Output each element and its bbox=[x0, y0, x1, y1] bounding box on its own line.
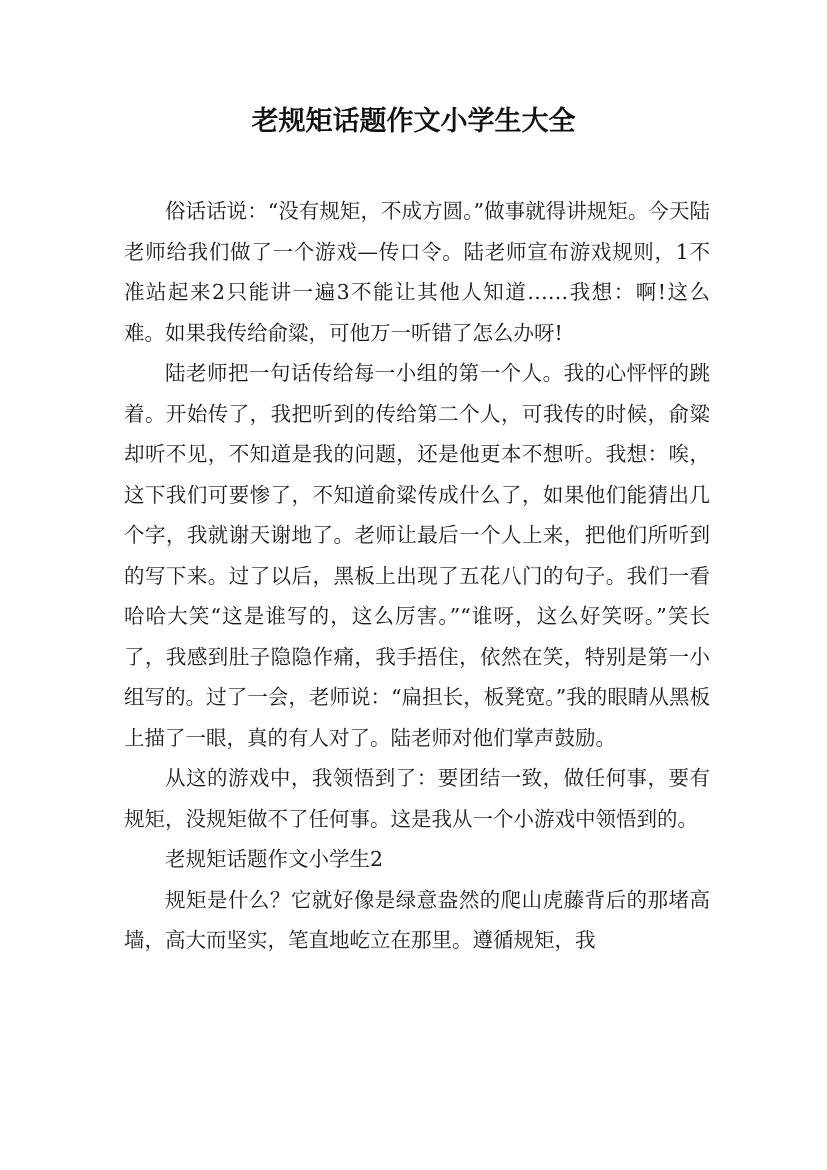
document-body bbox=[124, 191, 710, 961]
section-heading-2: 老规矩话题作文小学生2 bbox=[165, 847, 384, 871]
paragraph-4: 规矩是什么？它就好像是绿意盎然的爬山虎藤背后的那堵高墙，高大而坚实，笔直地屹立在那里。遵循规矩，我 bbox=[124, 887, 710, 952]
document-title: 老规矩话题作文小学生大全 bbox=[251, 106, 576, 137]
paragraph-3: 从这的游戏中，我领悟到了：要团结一致，做任何事，要有规矩，没规矩做不了任何事。这是我从一个小游戏中领悟到的。 bbox=[124, 766, 710, 831]
paragraph-1: 俗话话说：“没有规矩，不成方圆。”做事就得讲规矩。今天陆老师给我们做了一个游戏—传口令。陆老师宣布游戏规则，1不准站起来2只能讲一遍3不能让其他人知道……我想：啊!这么难。如果我传给俞粱，可他万一听错了怎么办呀! bbox=[124, 199, 710, 345]
paragraph-2: 陆老师把一句话传给每一小组的第一个人。我的心怦怦的跳着。开始传了，我把听到的传给第二个人，可我传的时候，俞粱却听不见，不知道是我的问题，还是他更本不想听。我想：唉，这下我们可要惨了，不知道俞粱传成什么了，如果他们能猜出几个字，我就谢天谢地了。老师让最后一个人上来，把他们所听到的写下来。过了以后，黑板上出现了五花八门的句子。我们一看哈哈大笑“这是谁写的，这么厉害。”“谁呀，这么好笑呀。”笑长了，我感到肚子隐隐作痛，我手捂住，依然在笑，特别是第一小组写的。过了一会，老师说：“扁担长，板凳宽。”我的眼睛从黑板上描了一眼，真的有人对了。陆老师对他们掌声鼓励。 bbox=[124, 361, 710, 750]
